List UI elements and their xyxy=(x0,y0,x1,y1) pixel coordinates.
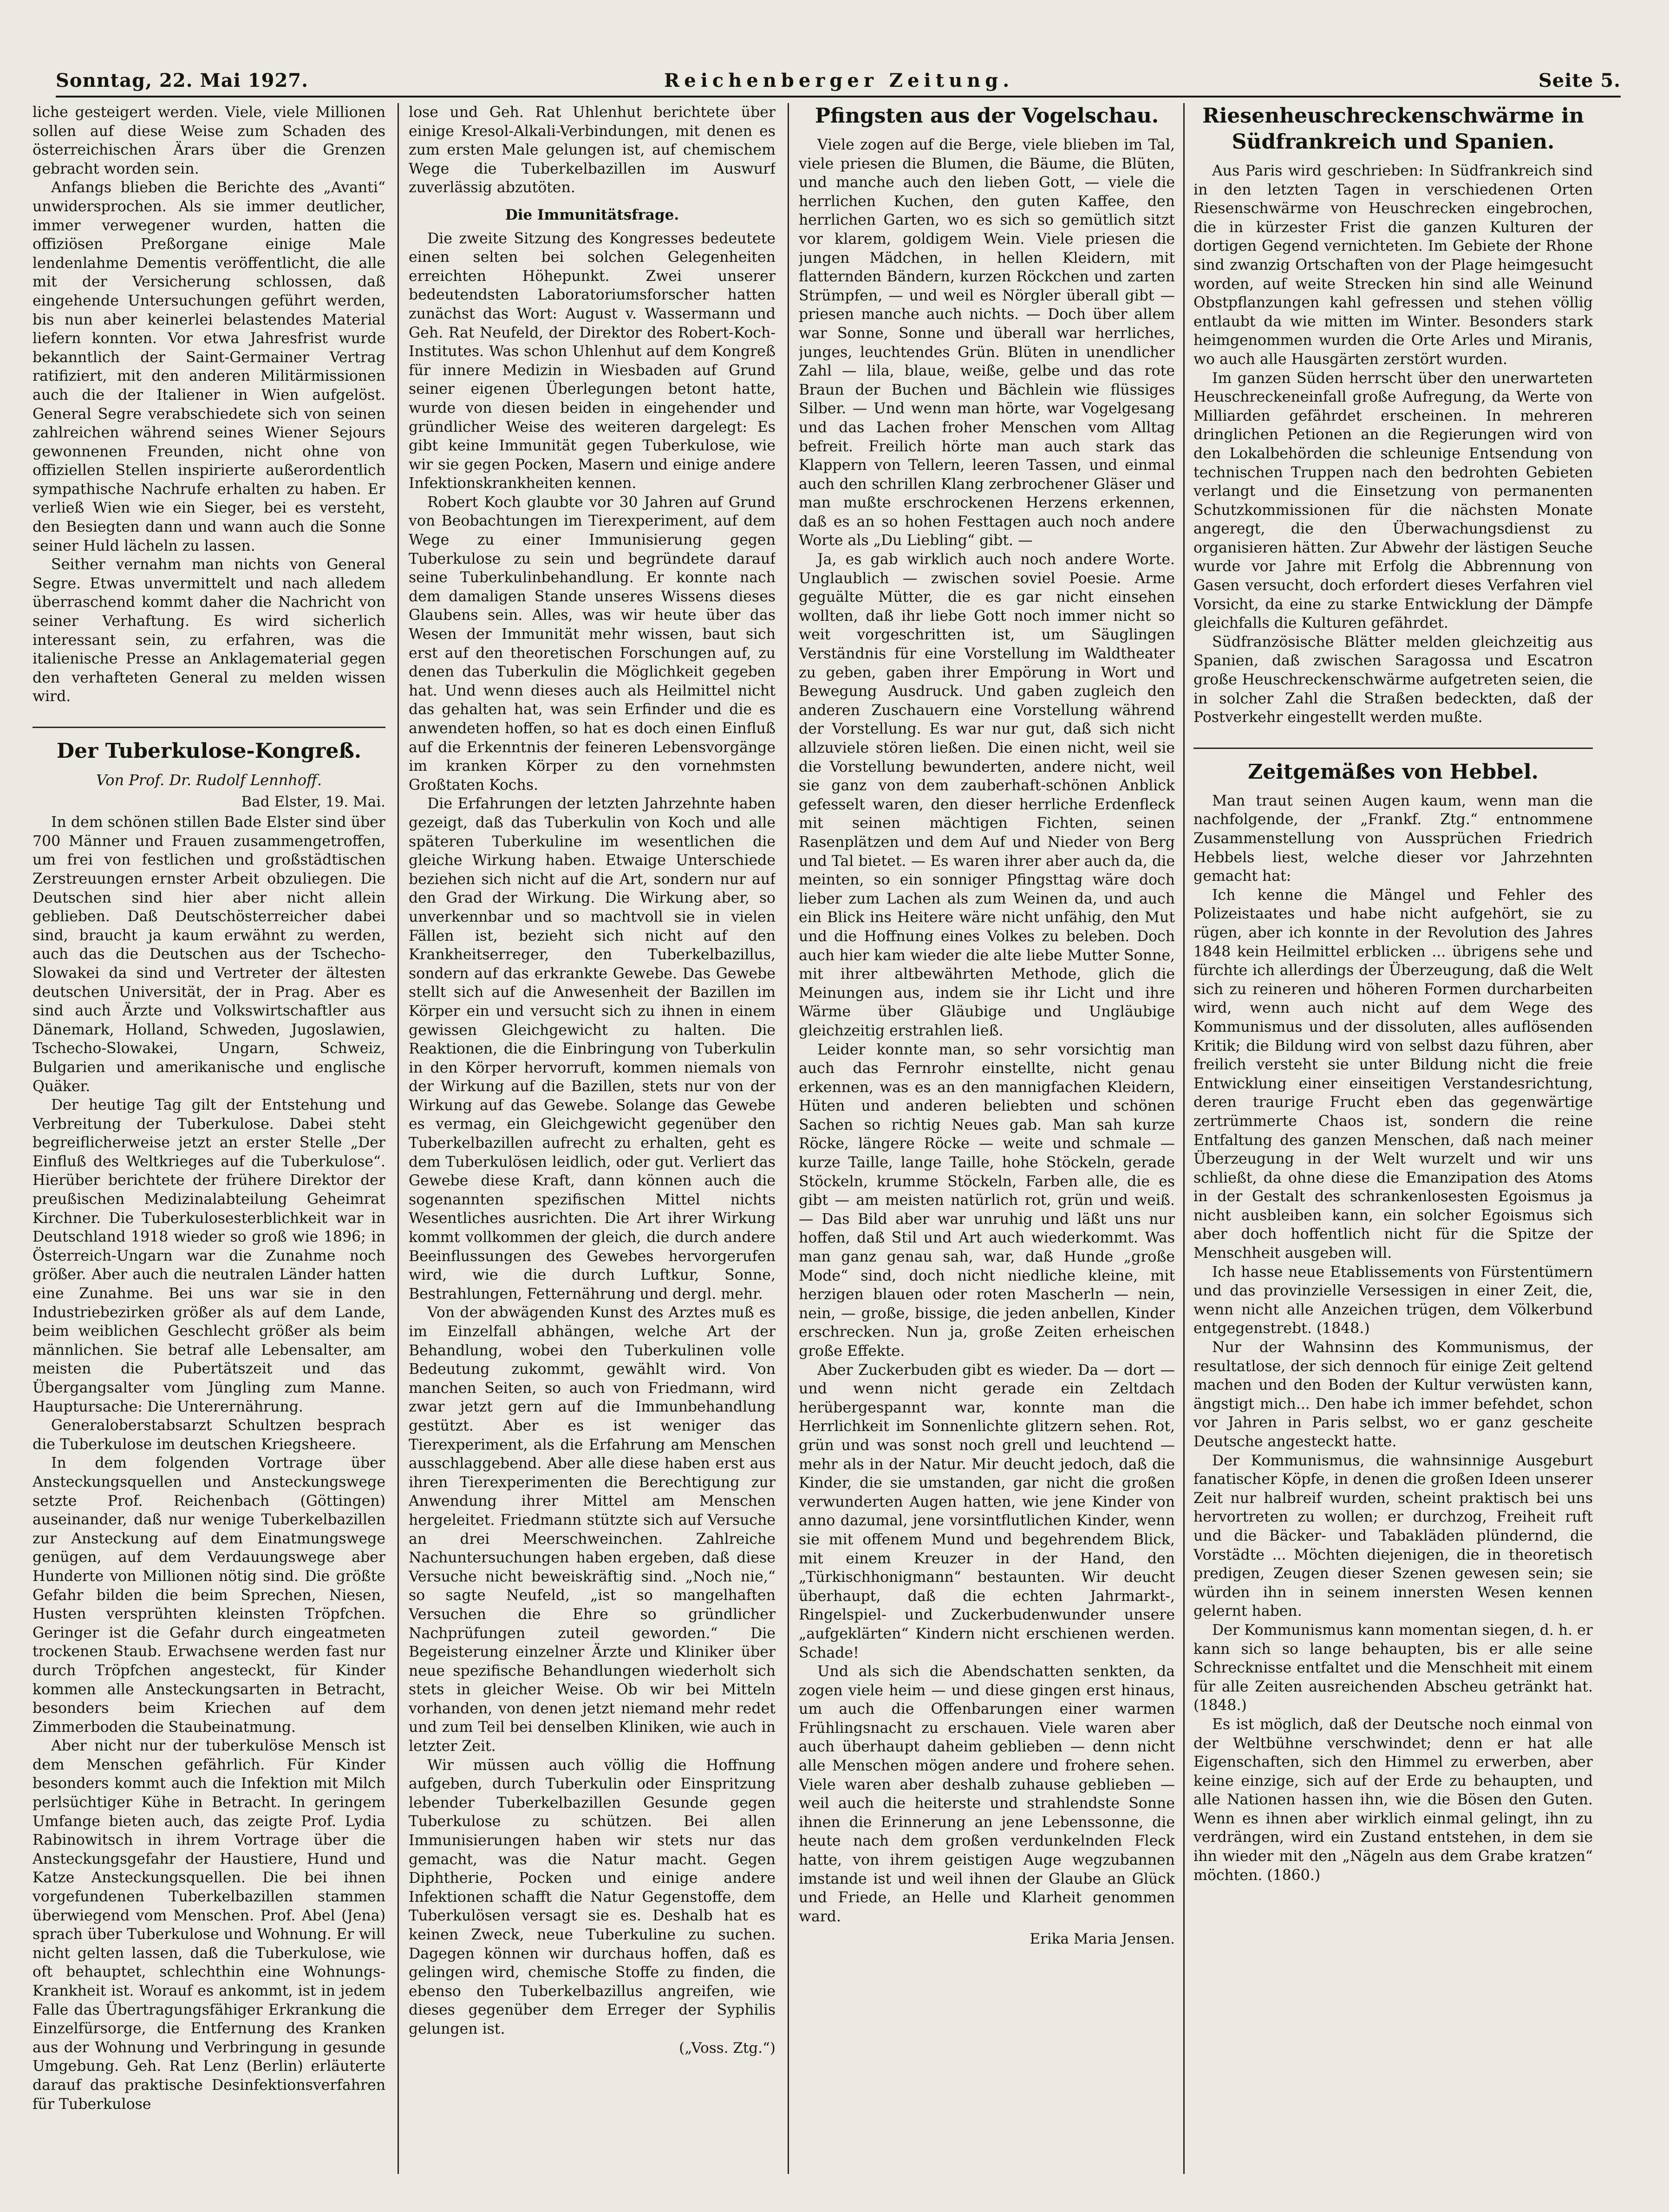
article-title-pfingsten: Pfingsten aus der Vogelschau. xyxy=(815,104,1159,128)
article-paragraph: Südfranzösische Blätter melden gleichzeitig aus Spanien, daß zwischen Saragossa und Escatron große Heuschreckenschwärme aufgetreten seien, die in solcher Zahl die Straßen bedeckten, daß der Postverkehr eingestellt werden mußte. xyxy=(1193,633,1593,726)
column-divider xyxy=(398,103,399,2174)
article-paragraph: Aber nicht nur der tuberkulöse Mensch ist dem Menschen gefährlich. Für Kinder besonders kommt auch die Infektion mit Milch perlsüchtiger Kühe in Betracht. In geringem Umfange bieten auch, das zeigte Prof. Lydia Rabinowitsch in ihrem Vortrage über die Ansteckungsgefahr der Haustiere, Hund und Katze Ansteckungsquellen. Die bei ihnen vorgefundenen Tuberkelbazillen stammen überwiegend vom Menschen. Prof. Abel (Jena) sprach über Tuberkulose und Wohnung. Er will nicht gelten lassen, daß die Tuberkulose, wie oft behauptet, schlechthin eine Wohnungs-Krankheit ist. Worauf es ankommt, ist in jedem Falle das Übertragungsfähiger Erkrankung die Einzelfürsorge, die Entfernung des Kranken aus der Wohnung und Verbringung in gesunde Umgebung. Geh. Rat Lenz (Berlin) erläuterte darauf das praktische Desinfektionsverfahren für Tuberkulose xyxy=(33,1737,385,2113)
header-rule xyxy=(56,96,1621,98)
article-paragraph: Die Erfahrungen der letzten Jahrzehnte haben gezeigt, daß das Tuberkulin von Koch und alle späteren Tuberkuline im wesentlichen die gleiche Wirkung haben. Etwaige Unterschiede beziehen sich nicht auf die Art, sondern nur auf den Grad der Wirkung. Die Wirkung aber, so unverkennbar und so machtvoll sie in vielen Fällen ist, bezieht sich nicht auf den Krankheitserreger, den Tuberkelbazillus, sondern auf das erkrankte Gewebe. Das Gewebe stellt sich auf die Anwesenheit der Bazillen im Körper ein und versucht sich zu ihnen in einem gewissen Gleichgewicht zu halten. Die Reaktionen, die die Einbringung von Tuberkulin in den Körper hervorruft, kommen niemals von der Wirkung auf die Bazillen, stets nur von der Wirkung auf das Gewebe. Solange das Gewebe es vermag, ein Gleichgewicht gegenüber den Tuberkelbazillen aufrecht zu erhalten, geht es dem Tuberkulösen leidlich, oder gut. Verliert das Gewebe diese Kraft, dann können auch die sogenannten spezifischen Mittel nichts Wesentliches ausrichten. Die Art ihrer Wirkung kommt vollkommen der gleich, die durch andere Beeinflussungen des Gewebes hervorgerufen wird, wie die durch Luftkur, Sonne, Bestrahlungen, Fetternährung und dergl. mehr. xyxy=(409,795,776,1302)
article-paragraph: Seither vernahm man nichts von General Segre. Etwas unvermittelt und nach alledem überraschend kommt daher die Nachricht von seiner Verhaftung. Es wird sicherlich interessant sein, zu erfahren, was die italienische Presse an Anklagematerial gegen den verhafteten General zu melden wissen wird. xyxy=(33,556,385,705)
column-3 xyxy=(799,103,1175,2174)
article-byline: Von Prof. Dr. Rudolf Lennhoff. xyxy=(96,771,322,789)
header-date: Sonntag, 22. Mai 1927. xyxy=(56,70,309,91)
article-paragraph: Und als sich die Abendschatten senkten, da zogen viele heim — und diese gingen erst hinaus, um auch die Offenbarungen einer warmen Frühlingsnacht zu erschauen. Viele waren aber auch überhaupt daheim geblieben — denn nicht alle Menschen mögen andere und frohere sehen. Viele waren aber deshalb zuhause geblieben — weil auch die heiterste und strahlendste Sonne ihnen die Erinnerung an jene Lebenssonne, die heute nach dem großen verdunkelnden Fleck hatte, von ihrem geistigen Auge wegzubannen imstande ist und weil ihnen der Glaube an Glück und Friede, an Helle und Klarheit genommen ward. xyxy=(799,1663,1175,1925)
article-paragraph: Ich kenne die Mängel und Fehler des Polizeistaates und habe nicht aufgehört, sie zu rügen, aber ich konnte in der Revolution des Jahres 1848 kein Heilmittel erblicken ... übrigens sehe und fürchte ich allerdings der Überzeugung, daß die Welt sich zu reineren und höheren Formen durcharbeiten wird, wenn auch nicht auf dem Wege des Kommunismus und der dissoluten, alles auflösenden Kritik; die Bildung wird von selbst dazu führen, aber freilich versteht sie unter Bildung nicht die freie Entwicklung einer einseitigen Verstandesrichtung, deren traurige Frucht eben das gegenwärtige zertrümmerte Chaos ist, sondern die reine Entfaltung des ganzen Menschen, daß nach meiner Überzeugung in der Welt wurzelt und wir uns schließt, da ohne diese die Emanzipation des Atoms in der Gestalt des schrankenlosesten Egoismus ja nicht ausbleiben kann, ein solcher Egoismus sich aber doch hoffentlich nicht für die Spitze der Menschheit ausgeben will. xyxy=(1193,886,1593,1262)
article-source: („Voss. Ztg.“) xyxy=(679,2039,776,2056)
article-paragraph: Leider konnte man, so sehr vorsichtig man auch das Fernrohr einstellte, nicht genau erkennen, was es an den mannigfachen Kleidern, Hüten und anderen beliebten und schönen Sachen so richtig Neues gab. Man sah kurze Röcke, längere Röcke — weite und schmale — kurze Taille, lange Taille, hohe Stöckeln, gerade Stöckeln, krumme Stöckeln, Farben alle, die es gibt — am meisten natürlich rot, grün und weiß. — Das Bild aber war unruhig und läßt uns nur hoffen, daß Stil und Art auch wiederkommt. Was man ganz genau sah, war, daß Hunde „große Mode“ sind, doch nicht niedliche kleine, mit herzigen blauen oder roten Mascherln — nein, nein, — große, bissige, die jeden anbellen, Kinder erschrecken. Nun ja, große Zeiten erheischen große Effekte. xyxy=(799,1041,1175,1360)
column-divider xyxy=(788,103,789,2174)
article-paragraph: Viele zogen auf die Berge, viele blieben im Tal, viele priesen die Blumen, die Bäume, die Blüten, und manche auch den lieben Gott, — viele die herrlichen Kuchen, den guten Kaffee, den herrlichen Garten, wo es sich so gemütlich sitzt vor klarem, goldigem Wein. Viele priesen die jungen Mädchen, in hellen Kleidern, mit flatternden Bändern, kurzen Röckchen und zarten Strümpfen, — und weil es Nörgler überall gibt — priesen manche auch nichts. — Doch über allem war Sonne, Sonne und überall war herrliches, junges, leuchtendes Grün. Blüten in unendlicher Zahl — lila, blaue, weiße, gelbe und das rote Braun der Buchen und Bächlein wie flüssiges Silber. — Und wenn man hörte, war Vogelgesang und das Lachen froher Menschen vom Alltag befreit. Freilich hörte man auch stark das Klappern von Tellern, leeren Tassen, und einmal auch den schrillen Klang zerbrochener Gläser und man mußte erschrockenen Herzens erkennen, daß es an so hohen Festtagen auch noch andere Worte als „Du Liebling“ gibt. — xyxy=(799,137,1175,549)
article-paragraph: Ja, es gab wirklich auch noch andere Worte. Unglaublich — zwischen soviel Poesie. Arme geguälte Mütter, die es gar nicht einsehen wollten, daß ihr liebe Gott noch immer nicht so weit vorgeschritten ist, um Säuglingen Verständnis für eine Vorstellung im Waldtheater zu geben, gaben ihrer Empörung in Wort und Bewegung Ausdruck. Und gaben zugleich den anderen Zuschauern eine Vorstellung während der Vorstellung. Es war nur gut, daß sich nicht allzuviele stören ließen. Die einen nicht, weil sie die Vorstellung bewunderten, andere nicht, weil sie ganz von dem zauberhaft-schönen Anblick gefesselt waren, den dieser herrliche Erdenfleck mit seinen mächtigen Fichten, seinen Rasenplätzen und dem Auf und Nieder von Berg und Tal bietet. — Es waren ihrer aber auch da, die meinten, so ein sonniger Pfingsttag wäre doch lieber zum Lachen als zum Weinen da, und auch ein Blick ins Heitere wäre nicht unfähig, den Mut und die Hoffnung eines Volkes zu beleben. Doch auch hier kam wieder die alte liebe Mutter Sonne, mit ihrer altbewährten Methode, glich die Meinungen aus, indem sie ihr Licht und ihre Wärme über Gläubige und Ungläubige gleichzeitig erstrahlen ließ. xyxy=(799,551,1175,1039)
article-paragraph: Ich hasse neue Etablissements von Fürstentümern und das provinzielle Versessigen in einer Zeit, die, wenn nicht alle Anzeichen trügen, dem Völkerbund entgegenstrebt. (1848.) xyxy=(1193,1263,1593,1337)
article-paragraph: Der Kommunismus kann momentan siegen, d. h. er kann sich so lange behaupten, bis er alle seine Schrecknisse entfaltet und die Menschheit mit einem für alle Zeiten ausreichenden Abscheu getränkt hat. (1848.) xyxy=(1193,1621,1593,1714)
article-paragraph: Der heutige Tag gilt der Entstehung und Verbreitung der Tuberkulose. Dabei steht begreiflicherweise jetzt an erster Stelle „Der Einfluß des Weltkrieges auf die Tuberkulose“. Hierüber berichtete der frühere Direktor der preußischen Medizinalabteilung Geheimrat Kirchner. Die Tuberkulosesterblichkeit war in Deutschland 1918 wieder so groß wie 1896; in Österreich-Ungarn war die Zunahme noch größer. Aber auch die neutralen Länder hatten eine Zunahme. Bei uns war sie in den Industriebezirken größer als auf dem Lande, beim weiblichen Geschlecht größer als beim männlichen. Sie betraf alle Lebensalter, am meisten die Pubertätszeit und das Übergangsalter vom Jüngling zum Manne. Hauptursache: Die Unterernährung. xyxy=(33,1097,385,1415)
section-subhead: Die Immunitätsfrage. xyxy=(505,206,679,223)
dateline: Bad Elster, 19. Mai. xyxy=(241,793,385,810)
column-divider xyxy=(1183,103,1185,2174)
author-signature: Erika Maria Jensen. xyxy=(1030,1931,1175,1948)
article-paragraph: In dem folgenden Vortrage über Ansteckungsquellen und Ansteckungswege setzte Prof. Reichenbach (Göttingen) auseinander, daß nur wenige Tuberkelbazillen zur Ansteckung auf dem Einatmungswege genügen, auf dem Verdauungswege aber Hunderte von Millionen nötig sind. Die größte Gefahr bilden die beim Sprechen, Niesen, Husten versprühten kleinsten Tröpfchen. Geringer ist die Gefahr durch eingeatmeten trockenen Staub. Erwachsene werden fast nur durch Tröpfchen angesteckt, für Kinder kommen alle Ansteckungsarten in Betracht, besonders beim Kriechen auf dem Zimmerboden die Staubeinatmung. xyxy=(33,1455,385,1736)
article-paragraph: Man traut seinen Augen kaum, wenn man die nachfolgende, der „Frankf. Ztg.“ entnommene Zusammenstellung von Aussprüchen Friedrich Hebbels liest, welche dieser vor Jahrzehnten gemacht hat: xyxy=(1193,792,1593,885)
column-2 xyxy=(409,103,776,2174)
article-paragraph: liche gesteigert werden. Viele, viele Millionen sollen auf diese Weise zum Schaden des österreichischen Ärars über die Grenzen gebracht worden sein. xyxy=(33,104,385,177)
column-4 xyxy=(1193,103,1593,2174)
article-paragraph: Der Kommunismus, die wahnsinnige Ausgeburt fanatischer Köpfe, in denen die großen Ideen unserer Zeit nur halbreif wurden, scheint praktisch bei uns hervortreten zu wollen; er durchzog, Freiheit ruft und die Bäcker- und Tabakläden plündernd, die Vorstädte ... Möchten diejenigen, die in theoretisch predigen, Zeugen dieser Szenen gewesen sein; sie würden ihn in seinem innersten Wesen kennen gelernt haben. xyxy=(1193,1452,1593,1620)
newspaper-title: Reichenberger Zeitung. xyxy=(664,70,1014,91)
article-paragraph: Wir müssen auch völlig die Hoffnung aufgeben, durch Tuberkulin oder Einspritzung lebender Tuberkelbazillen Gesunde gegen Tuberkulose zu schützen. Bei allen Immunisierungen haben wir stets nur das gemacht, was die Natur macht. Gegen Diphtherie, Pocken und einige andere Infektionen schafft die Natur Gegenstoffe, dem Tuberkulösen versagt sie es. Deshalb hat es keinen Zweck, neue Tuberkuline zu suchen. Dagegen können wir durchaus hoffen, daß es gelingen wird, chemische Stoffe zu finden, die ebenso den Tuberkelbazillus angreifen, wie dieses gegenüber dem Erreger der Syphilis gelungen ist. xyxy=(409,1757,776,2037)
article-paragraph: Nur der Wahnsinn des Kommunismus, der resultatlose, der sich dennoch für einige Zeit geltend machen und den Boden der Kultur verwüsten kann, ängstigt mich... Den habe ich immer befehdet, schon vor Jahren in Paris selbst, wo er ganz gescheite Deutsche angesteckt hatte. xyxy=(1193,1339,1593,1450)
article-paragraph: Im ganzen Süden herrscht über den unerwarteten Heuschreckeneinfall große Aufregung, da Werte von Milliarden gefährdet erscheinen. In mehreren dringlichen Petionen an die Regierungen wird von den Lokalbehörden die schleunige Entsendung von technischen Truppen nach den bedrohten Gebieten verlangt und die Einsetzung von permanenten Schutzkommissionen für die nächsten Monate angeregt, die den Überwachungsdienst zu organisieren hätten. Zur Abwehr der lästigen Seuche wurde vor Jahre mit Erfolg die Abbrennung von Gasen versucht, doch erfordert dieses Verfahren viel Vorsicht, da eine zu starke Entwicklung der Dämpfe gleichfalls die Kulturen gefährdet. xyxy=(1193,370,1593,632)
article-paragraph: Anfangs blieben die Berichte des „Avanti“ unwidersprochen. Als sie immer deutlicher, immer verwegener wurden, hatten die offiziösen Preßorgane einige Male lendenlahme Dementis veröffentlicht, die alle mit der Versicherung schlossen, daß eingehende Untersuchungen geführt werden, bis nun aber keinerlei belastendes Material liefern konnten. Vor etwa Jahresfrist wurde bekanntlich der Saint-Germainer Vertrag ratifiziert, mit den anderen Militärmissionen auch die der Italiener in Wien aufgelöst. General Segre verabschiedete sich von seinen zahlreichen während seines Wiener Sejours gewonnenen Freunden, nicht ohne von offiziellen Stellen inspirierte außerordentlich sympathische Nachrufe erhalten zu haben. Er verließ Wien wie ein Sieger, bei es versteht, den Besiegten dann und wann auch die Sonne seiner Huld lächeln zu lassen. xyxy=(33,179,385,554)
article-paragraph: lose und Geh. Rat Uhlenhut berichtete über einige Kresol-Alkali-Verbindungen, mit denen es zum ersten Male gelungen ist, auf chemischem Wege die Tuberkelbazillen im Auswurf zuverlässig abzutöten. xyxy=(409,104,776,196)
article-title-tuberkulose: Der Tuberkulose-Kongreß. xyxy=(33,727,385,764)
article-paragraph: Aber Zuckerbuden gibt es wieder. Da — dort — und wenn nicht gerade ein Zeltdach herübergespannt war, konnte man die Herrlichkeit im Sonnenlichte glitzern sehen. Rot, grün und was sonst noch grell und leuchtend — mehr als in der Natur. Mir deucht jedoch, daß die Kinder, die sie umstanden, gar nicht die großen verwunderten Augen hatten, wie jene Kinder von anno dazumal, jene vorsintflutlichen Kinder, wenn sie mit offenem Mund und begehrendem Blick, mit einem Kreuzer in der Hand, den „Türkischhonigmann“ bestaunten. Wir deucht überhaupt, daß die echten Jahrmarkt-, Ringelspiel- und Zuckerbudenwunder unsere „aufgeklärten“ Kindern nicht erschienen werden. Schade! xyxy=(799,1361,1175,1661)
page-number: Seite 5. xyxy=(1538,70,1621,91)
column-1 xyxy=(33,103,385,2174)
article-paragraph: Generaloberstabsarzt Schultzen besprach die Tuberkulose im deutschen Kriegsheere. xyxy=(33,1417,385,1453)
article-paragraph: In dem schönen stillen Bade Elster sind über 700 Männer und Frauen zusammengetroffen, um frei von festlichen und großstädtischen Zerstreuungen ernster Arbeit obzuliegen. Die Deutschen sind hier aber nicht allein geblieben. Daß Deutschösterreicher dabei sind, braucht ja kaum erwähnt zu werden, auch das die Deutschen aus der Tschecho-Slowakei da sind und Vertreter der ältesten deutschen Universität, der in Prag. Aber es sind auch Ärzte und Volkswirtschaftler aus Dänemark, Holland, Schweden, Jugoslawien, Tschecho-Slowakei, Ungarn, Schweiz, Bulgarien und amerikanische und englische Quäker. xyxy=(33,814,385,1095)
article-paragraph: Die zweite Sitzung des Kongresses bedeutete einen selten bei solchen Gelegenheiten erreichten Höhepunkt. Zwei unserer bedeutendsten Laboratoriumsforscher hatten zunächst das Wort: August v. Wassermann und Geh. Rat Neufeld, der Direktor des Robert-Koch-Institutes. Was schon Uhlenhut auf dem Kongreß für innere Medizin in Wiesbaden auf Grund seiner eigenen Überlegungen betont hatte, wurde von diesen beiden in eingehender und gründlicher Weise des weiteren dargelegt: Es gibt keine Immunität gegen Tuberkulose, wie wir sie gegen Pocken, Masern und einige andere Infektionskrankheiten kennen. xyxy=(409,230,776,492)
article-paragraph: Es ist möglich, daß der Deutsche noch einmal von der Weltbühne verschwindet; denn er hat alle Eigenschaften, sich den Himmel zu erwerben, aber keine einzige, sich auf der Erde zu behaupten, und alle Nationen hassen ihn, wie die Bösen den Guten. Wenn es ihnen aber wirklich einmal gelingt, ihn zu verdrängen, wird ein Zustand entstehen, in dem sie ihn wieder mit den „Nägeln aus dem Grabe kratzen“ möchten. (1860.) xyxy=(1193,1716,1593,1884)
article-paragraph: Aus Paris wird geschrieben: In Südfrankreich sind in den letzten Tagen in verschiedenen Orten Riesenschwärme von Heuschrecken eingebrochen, die in kürzester Frist die ganzen Kulturen der dortigen Gegend vernichteten. Im Gebiete der Rhone sind zwanzig Ortschaften von der Plage heimgesucht worden, auf weite Strecken hin sind alle Weinund Obstpflanzungen kahl gefressen und stehen völlig entlaubt da wie mitten im Winter. Besonders stark heimgenommen wurden die Orte Arles und Miranis, wo auch alle Hausgärten zerstört wurden. xyxy=(1193,163,1593,368)
article-title-hebbel: Zeitgemäßes von Hebbel. xyxy=(1193,748,1593,785)
article-title-heuschrecken: Riesenheuschreckenschwärme in Südfrankreich und Spanien. xyxy=(1202,104,1584,154)
article-paragraph: Von der abwägenden Kunst des Arztes muß es im Einzelfall abhängen, welche Art der Behandlung, wobei den Tuberkulinen volle Bedeutung zukommt, gewählt wird. Von manchen Seiten, so auch von Friedmann, wird zwar jetzt gern auf die Immunbehandlung gestützt. Aber es ist weniger das Tierexperiment, als die Erfahrung am Menschen ausschlaggebend. Aber alle diese haben erst aus ihren Tierexperimenten die Berechtigung zur Anwendung ihrer Mittel am Menschen hergeleitet. Friedmann stützte sich auf Versuche an drei Meerschweinchen. Zahlreiche Nachuntersuchungen haben ergeben, daß diese Versuche nicht beweiskräftig sind. „Noch nie,“ so sagte Neufeld, „ist so mangelhaften Versuchen die Ehre so gründlicher Nachprüfungen zuteil geworden.“ Die Begeisterung einzelner Ärzte und Kliniker über neue spezifische Behandlungen wiederholt sich stets in gleicher Weise. Ob wir bei Mitteln vorhanden, von denen jetzt niemand mehr redet und zum Teil bei denselben Kliniken, wie auch in letzter Zeit. xyxy=(409,1304,776,1755)
article-paragraph: Robert Koch glaubte vor 30 Jahren auf Grund von Beobachtungen im Tierexperiment, auf dem Wege zu einer Immunisierung gegen Tuberkulose zu sein und begründete darauf seine Tuberkulinbehandlung. Er konnte nach dem damaligen Stande unseres Wissens dieses Glaubens sein. Alles, was wir heute über das Wesen der Immunität mehr wissen, baut sich erst auf den theoretischen Forschungen auf, zu denen das Tuberkulin die Möglichkeit gegeben hat. Und wenn dieses auch als Heilmittel nicht das gehalten hat, was sein Erfinder und die es anwendeten hoffen, so hat es doch einen Einfluß auf die Erkenntnis der feineren Lebensvorgänge im kranken Körper zu den vornehmsten Großtaten Kochs. xyxy=(409,494,776,794)
